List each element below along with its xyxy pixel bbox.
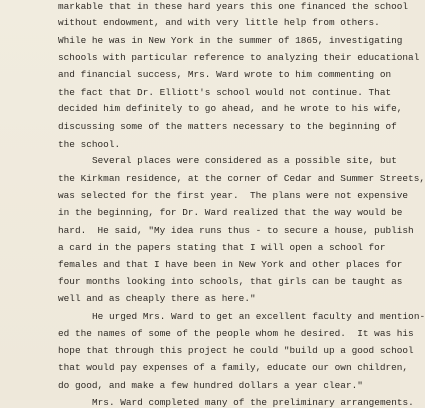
- text-line: Several places were considered as a possible site, but: [92, 155, 397, 166]
- text-line: that would pay expenses of a family, educate our own children,: [58, 362, 409, 373]
- text-line: in the beginning, for Dr. Ward realized that the way would be: [58, 207, 403, 218]
- text-line: four months looking into schools, that girls can be taught as: [58, 276, 403, 287]
- text-line: decided him definitely to go ahead, and he wrote to his wife,: [58, 103, 403, 114]
- text-line: and financial success, Mrs. Ward wrote to him commenting on: [58, 69, 392, 80]
- text-line: without endowment, and with very little help from others.: [58, 17, 380, 28]
- text-line: schools with particular reference to analyzing their educational: [58, 52, 420, 63]
- text-line: Mrs. Ward completed many of the preliminary arrangements.: [92, 397, 414, 408]
- text-line: the fact that Dr. Elliott's school would not continue. That: [58, 87, 392, 98]
- text-line: do good, and make a few hundred dollars a year clear.": [58, 380, 363, 391]
- text-line: females and that I have been in New York and other places for: [58, 259, 403, 270]
- text-line: was selected for the first year. The plans were not expensive: [58, 190, 409, 201]
- text-line: ed the names of some of the people whom he desired. It was his: [58, 328, 414, 339]
- text-line: discussing some of the matters necessary to the beginning of: [58, 121, 397, 132]
- text-line: markable that in these hard years this one financed the school: [58, 1, 409, 12]
- text-line: the school.: [58, 139, 121, 150]
- text-line: the Kirkman residence, at the corner of Cedar and Summer Streets,: [58, 173, 425, 184]
- text-line: While he was in New York in the summer of 1865, investigating: [58, 35, 403, 46]
- text-line: a card in the papers stating that I will open a school for: [58, 242, 386, 253]
- text-line: well and as cheaply there as here.": [58, 293, 256, 304]
- text-line: hard. He said, "My idea runs thus - to secure a house, publish: [58, 225, 414, 236]
- text-line: hope that through this project he could "build up a good school: [58, 345, 414, 356]
- text-line: He urged Mrs. Ward to get an excellent faculty and mention-: [92, 311, 425, 322]
